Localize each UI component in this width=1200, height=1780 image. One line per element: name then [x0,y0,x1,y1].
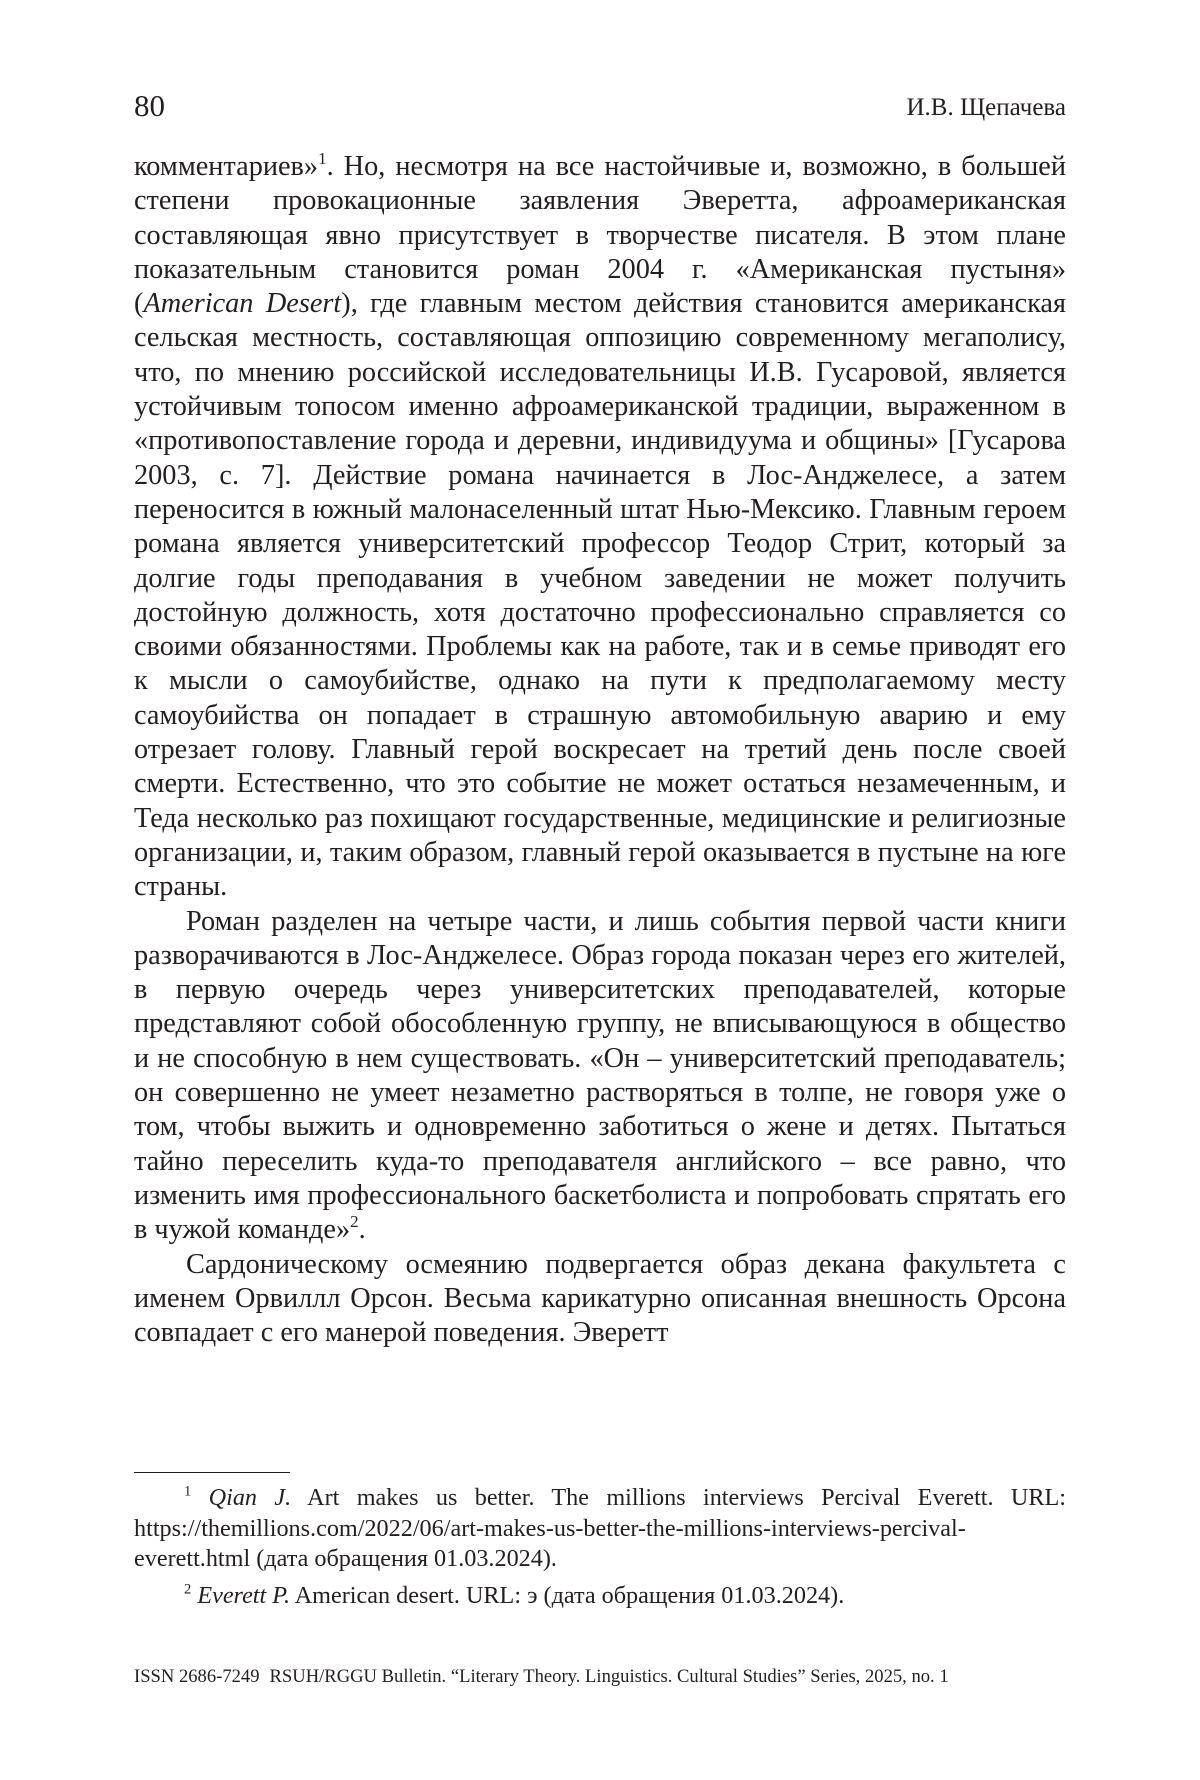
page-number: 80 [134,86,165,126]
paragraph-1-middle: . Но, несмотря на все настойчивые и, возможно, в большей степени провокационные заявления Эверетта, афроамериканская составляющая явно присутствует в творчестве писателя. В этом плане показательным становится роман 2004 г. «Американская пустыня» ( [134,151,1066,319]
footnote-1 [134,1483,1066,1575]
footnote-2-text: American desert. URL: э (дата обращения 01.03.2024). [290,1582,844,1609]
page-footer [134,1664,1066,1690]
footnote-1-author: Qian J. [209,1484,292,1511]
footnotes [134,1472,1066,1611]
footnote-separator [134,1472,290,1473]
book-title-italic: American Desert [143,288,341,319]
paragraph-2-text: Роман разделен на четыре части, и лишь события первой части книги разворачиваются в Лос-Анджелесе. Образ города показан через его жителей, в первую очередь через университетских преподавателей, которые представляют собой обособленную группу, не вписывающуюся в общество и не способную в нем существовать. «Он – университетский преподаватель; он совершенно не умеет незаметно растворяться в толпе, не говоря уже о том, чтобы выжить и одновременно заботиться о жене и детях. Пытаться тайно переселить куда-то преподавателя английского – все равно, что изменить имя профессионального баскетболиста и попробовать спрятать его в чужой команде» [134,906,1066,1246]
paragraph-2-end: . [359,1214,366,1245]
footer-issn: ISSN 2686-7249 [134,1666,260,1687]
footnote-1-text: Art makes us better. The millions interviews Percival Everett. URL: https://themillions.com/2022/06/art-makes-us-better-the-millions-interviews-percival-everett.html (дата обращения 01.03.2024). [134,1484,1066,1572]
article-body [134,150,1066,1350]
footnote-2-number: 2 [184,1581,191,1597]
paragraph-1 [134,150,1066,905]
running-head [134,86,1066,126]
running-head-author: И.В. Щепачева [906,90,1066,126]
footnote-ref-2: 2 [350,1212,358,1231]
footnote-1-number: 1 [184,1484,191,1500]
journal-page [0,0,1200,1780]
paragraph-2 [134,905,1066,1248]
paragraph-1-end: ), где главным местом действия становится американская сельская местность, составляющая оппозицию современному мегаполису, что, по мнению российской исследовательницы И.В. Гусаровой, является устойчивым топосом именно афроамериканской традиции, выраженном в «противопоставление города и деревни, индивидуума и общины» [Гусарова 2003, с. 7]. Действие романа начинается в Лос-Анджелесе, а затем переносится в южный малонаселенный штат Нью-Мексико. Главным героем романа является университетский профессор Теодор Стрит, который за долгие годы преподавания в учебном заведении не может получить достойную должность, хотя достаточно профессионально справляется со своими обязанностями. Проблемы как на работе, так и в семье приводят его к мысли о самоубийстве, однако на пути к предполагаемому месту самоубийства он попадает в страшную автомобильную аварию и ему отрезает голову. Главный герой воскресает на третий день после своей смерти. Естественно, что это событие не может остаться незамеченным, и Теда несколько раз похищают государственные, медицинские и религиозные организации, и, таким образом, главный герой оказывается в пустыне на юге страны. [134,288,1066,902]
footnote-2-author: Everett P. [197,1582,290,1609]
footer-journal: RSUH/RGGU Bulletin. “Literary Theory. Linguistics. Cultural Studies” Series, 2025, no. 1 [270,1666,949,1687]
paragraph-3: Сардоническому осмеянию подвергается образ декана факультета с именем Орвиллл Орсон. Весьма карикатурно описанная внешность Орсона совпадает с его манерой поведения. Эверетт [134,1248,1066,1351]
footnote-ref-1: 1 [318,149,326,168]
paragraph-1-start: комментариев» [134,151,318,182]
footnote-2 [134,1581,1066,1612]
